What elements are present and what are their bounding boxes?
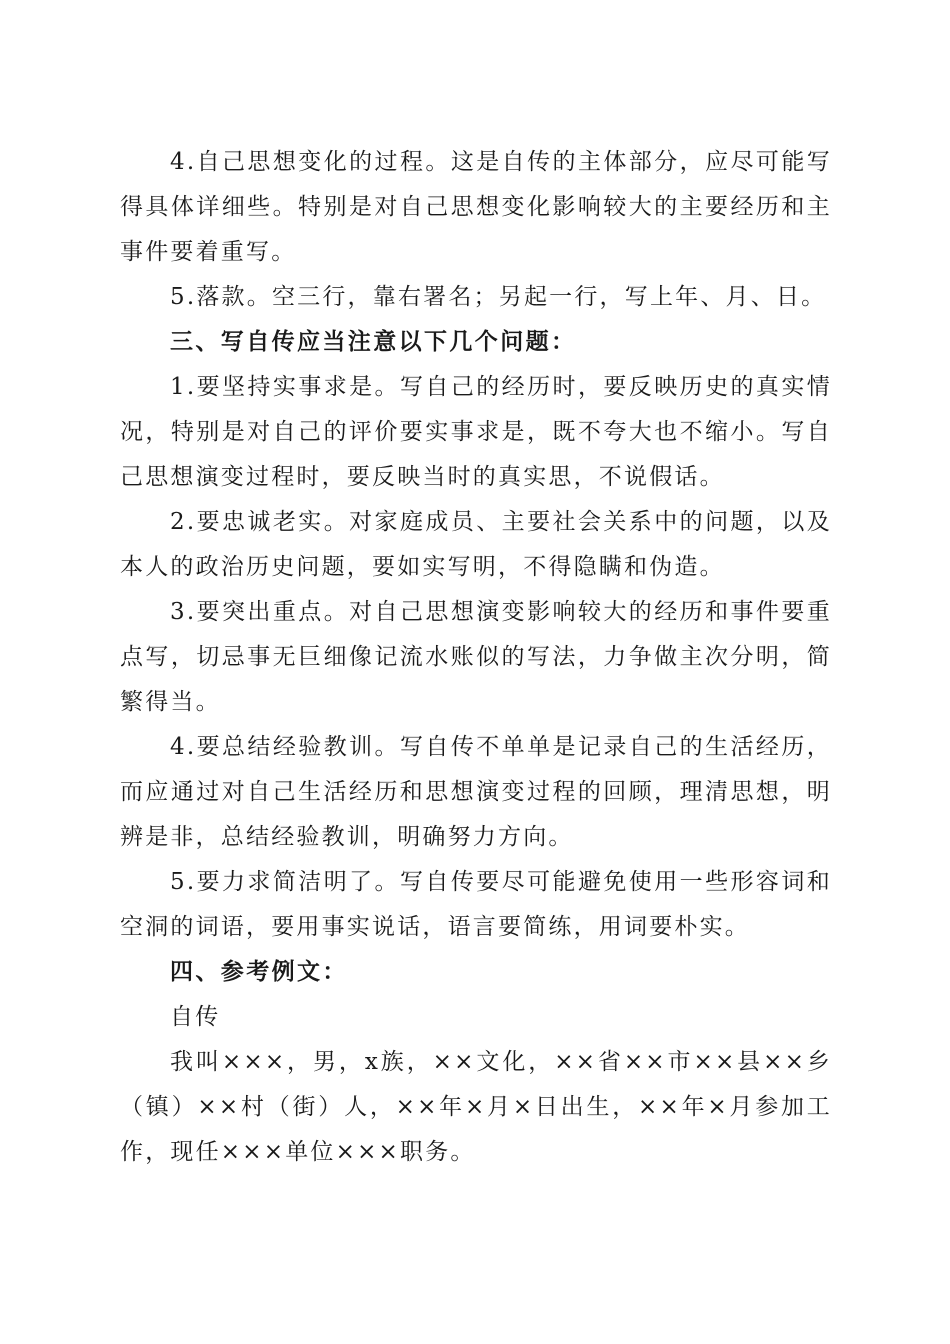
document-body [120,140,832,1175]
example-title: 自传 [170,1004,221,1030]
paragraph-lessons: 4.要总结经验教训。写自传不单单是记录自己的生活经历，而应通过对自己生活经历和思想演变过程的回顾，理清思想，明辨是非，总结经验教训，明确努力方向。 [120,734,832,850]
paragraph-thought-change: 4.自己思想变化的过程。这是自传的主体部分，应尽可能写得具体详细些。特别是对自己思想变化影响较大的主要经历和主事件要着重写。 [120,149,832,265]
paragraph-focus: 3.要突出重点。对自己思想演变影响较大的经历和事件要重点写，切忌事无巨细像记流水账似的写法，力争做主次分明，简繁得当。 [120,599,832,715]
paragraph-honesty: 2.要忠诚老实。对家庭成员、主要社会关系中的问题，以及本人的政治历史问题，要如实写明，不得隐瞒和伪造。 [120,509,832,580]
section-heading-notes: 三、写自传应当注意以下几个问题： [170,329,577,355]
paragraph-conciseness: 5.要力求简洁明了。写自传要尽可能避免使用一些形容词和空洞的词语，要用事实说话，语言要简练，用词要朴实。 [120,869,832,940]
paragraph-truthfulness: 1.要坚持实事求是。写自己的经历时，要反映历史的真实情况，特别是对自己的评价要实事求是，既不夸大也不缩小。写自己思想演变过程时，要反映当时的真实思，不说假话。 [120,374,832,490]
section-heading-example: 四、参考例文： [170,959,348,985]
example-paragraph-intro: 我叫×××，男，x族，××文化，××省××市××县××乡（镇）××村（街）人，××年×月×日出生，××年×月参加工作，现任×××单位×××职务。 [120,1049,832,1165]
paragraph-signature: 5.落款。空三行，靠右署名；另起一行，写上年、月、日。 [170,284,827,310]
